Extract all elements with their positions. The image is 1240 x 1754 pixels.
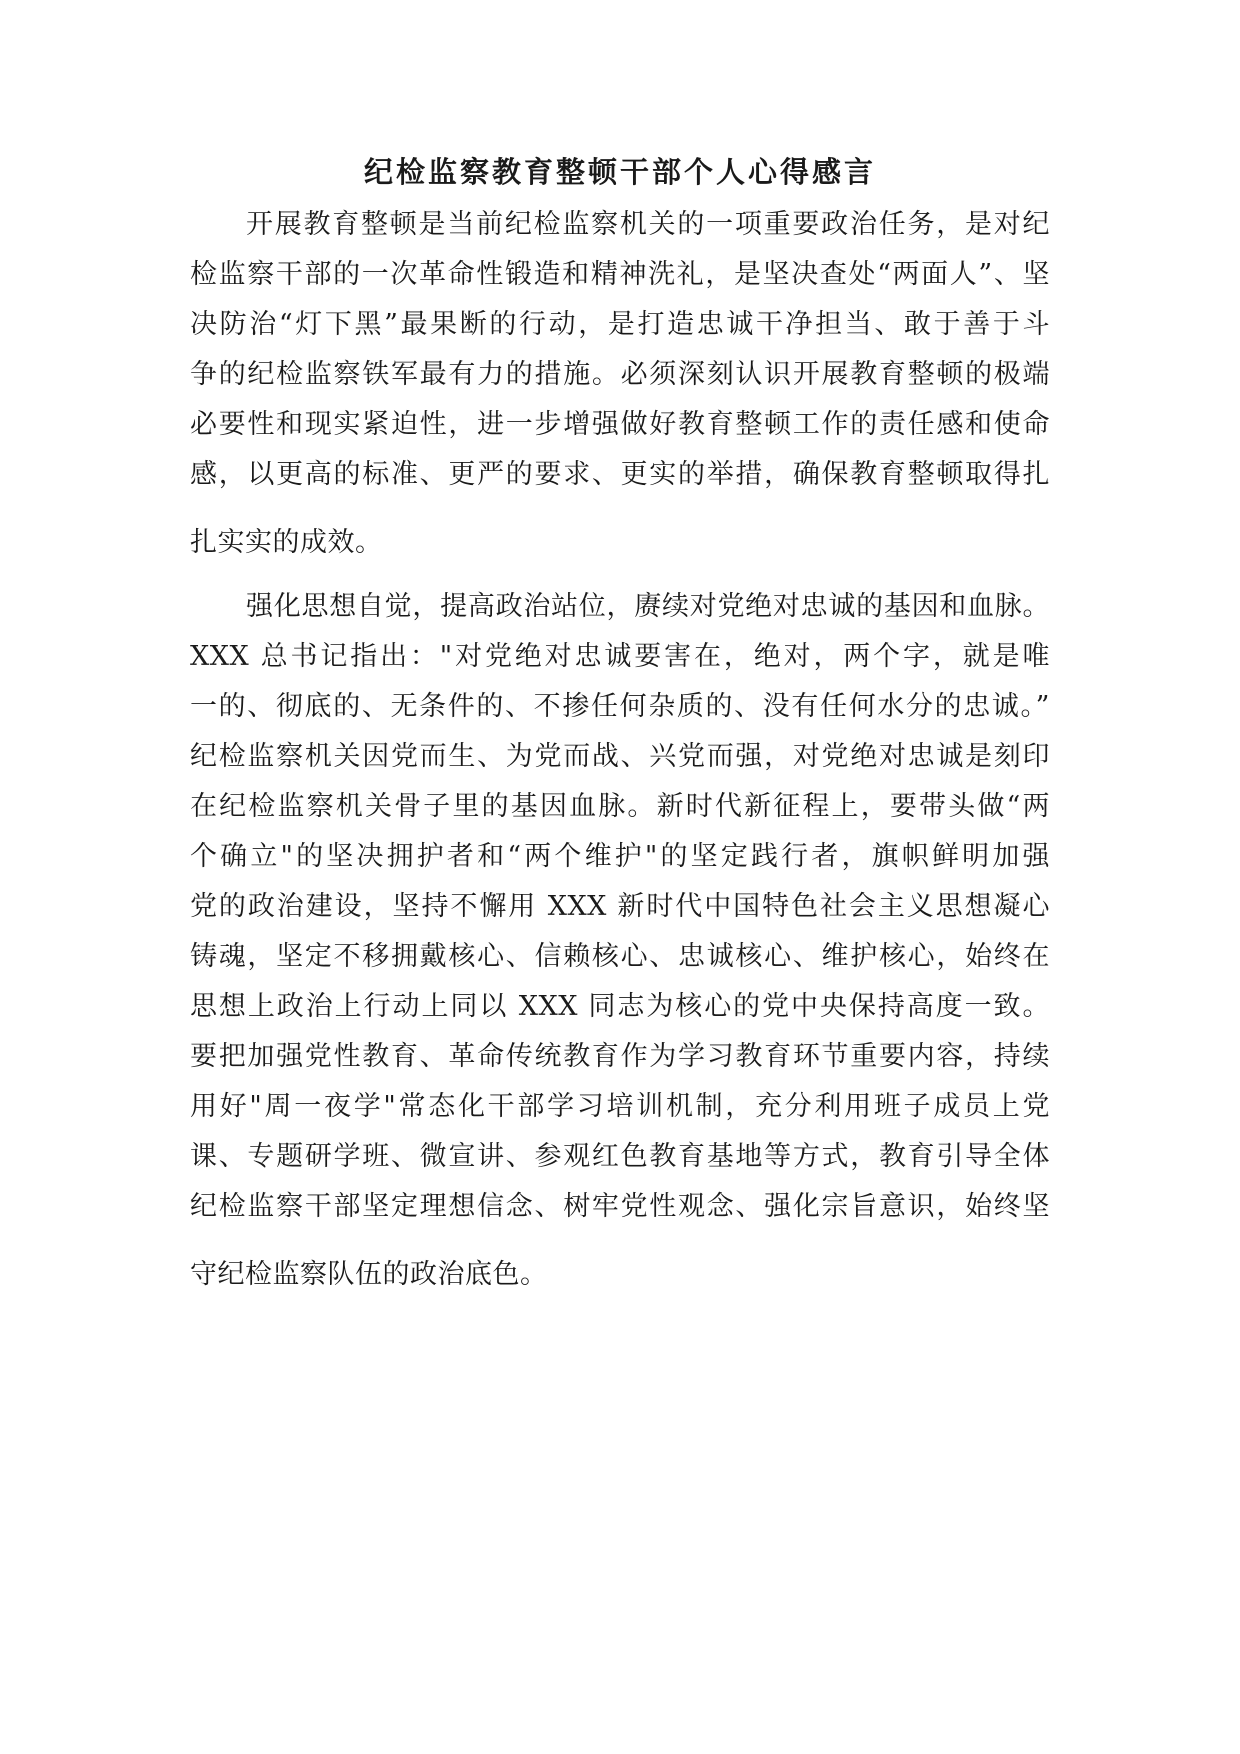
paragraph-line: 一的、彻底的、无条件的、不掺任何杂质的、没有任何水分的忠诚。”	[190, 691, 1050, 722]
document-title: 纪检监察教育整顿干部个人心得感言	[363, 155, 876, 189]
paragraph-line: 纪检监察机关因党而生、为党而战、兴党而强，对党绝对忠诚是刻印	[190, 741, 1050, 772]
paragraph-line: 守纪检监察队伍的政治底色。	[190, 1259, 548, 1290]
paragraph-line: 必要性和现实紧迫性，进一步增强做好教育整顿工作的责任感和使命	[190, 409, 1050, 440]
paragraph-line: XXX 总书记指出："对党绝对忠诚要害在，绝对，两个字，就是唯	[190, 641, 1050, 672]
paragraph-line: 感，以更高的标准、更严的要求、更实的举措，确保教育整顿取得扎	[190, 459, 1050, 490]
paragraph-line: 检监察干部的一次革命性锻造和精神洗礼，是坚决查处“两面人”、坚	[190, 259, 1050, 290]
paragraph-line: 决防治“灯下黑”最果断的行动，是打造忠诚干净担当、敢于善于斗	[190, 309, 1050, 340]
paragraph-line: 要把加强党性教育、革命传统教育作为学习教育环节重要内容，持续	[190, 1041, 1050, 1072]
paragraph-line: 用好"周一夜学"常态化干部学习培训机制，充分利用班子成员上党	[190, 1091, 1050, 1122]
paragraph-2	[190, 582, 1050, 1300]
paragraph-line: 党的政治建设，坚持不懈用 XXX 新时代中国特色社会主义思想凝心	[190, 891, 1050, 922]
paragraph-line: 强化思想自觉，提高政治站位，赓续对党绝对忠诚的基因和血脉。	[246, 591, 1050, 622]
paragraph-line: 个确立"的坚决拥护者和“两个维护"的坚定践行者，旗帜鲜明加强	[190, 841, 1050, 872]
paragraph-line: 开展教育整顿是当前纪检监察机关的一项重要政治任务，是对纪	[246, 209, 1050, 240]
paragraph-line: 扎实实的成效。	[190, 527, 383, 558]
paragraph-line: 思想上政治上行动上同以 XXX 同志为核心的党中央保持高度一致。	[190, 991, 1050, 1022]
paragraph-line: 争的纪检监察铁军最有力的措施。必须深刻认识开展教育整顿的极端	[190, 359, 1050, 390]
paragraph-line: 在纪检监察机关骨子里的基因血脉。新时代新征程上，要带头做“两	[190, 791, 1050, 822]
paragraph-line: 课、专题研学班、微宣讲、参观红色教育基地等方式，教育引导全体	[190, 1141, 1050, 1172]
paragraph-1	[190, 200, 1050, 568]
paragraph-line: 铸魂，坚定不移拥戴核心、信赖核心、忠诚核心、维护核心，始终在	[190, 941, 1050, 972]
paragraph-line: 纪检监察干部坚定理想信念、树牢党性观念、强化宗旨意识，始终坚	[190, 1191, 1050, 1222]
